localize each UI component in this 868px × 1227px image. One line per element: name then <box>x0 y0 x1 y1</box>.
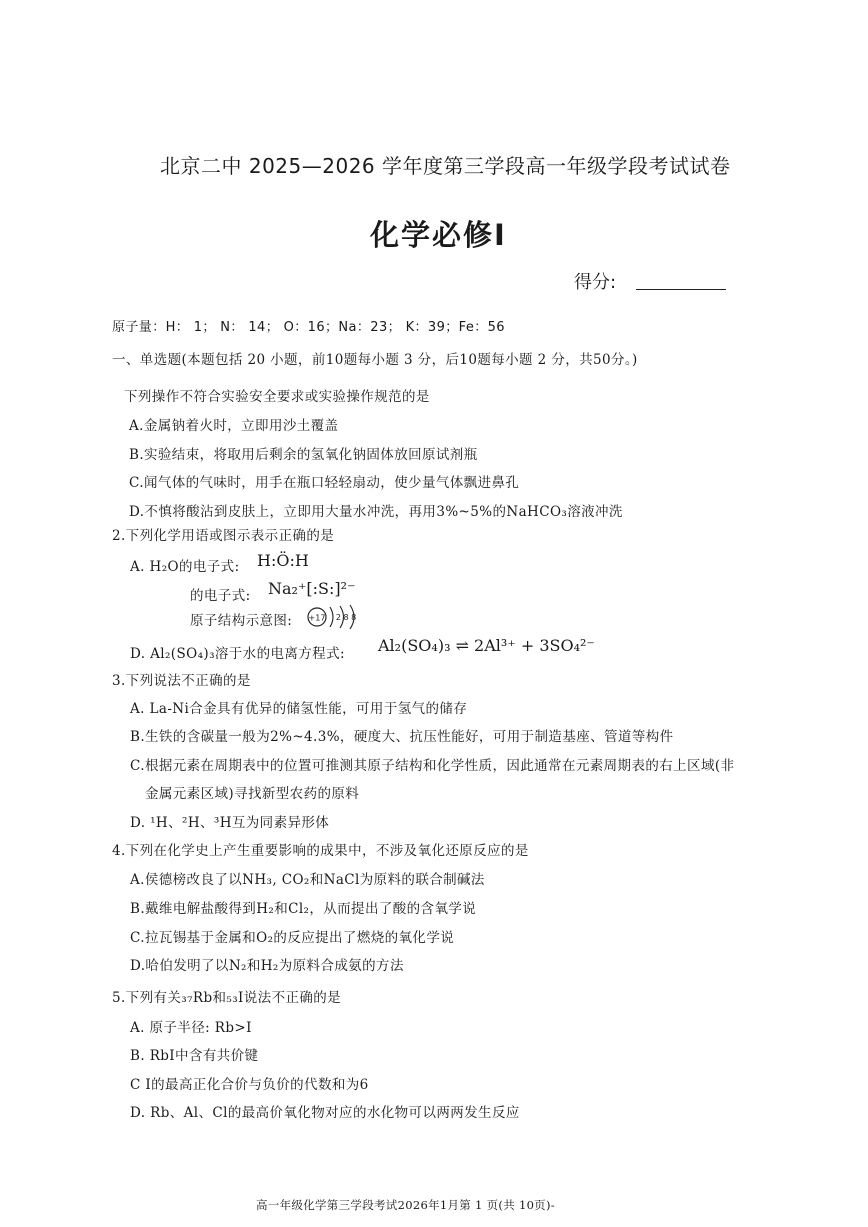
subject-title: 化学必修Ⅰ <box>370 218 507 252</box>
ionization-equation: Al₂(SO₄)₃ ⇌ 2Al³⁺ + 3SO₄²⁻ <box>378 636 595 655</box>
question-1-option-c: C.闻气体的气味时，用手在瓶口轻轻扇动，使少量气体飘进鼻孔 <box>129 475 520 491</box>
question-3-option-d: D. ¹H、²H、³H互为同素异形体 <box>130 815 330 831</box>
question-4-option-c: C.拉瓦锡基于金属和O₂的反应提出了燃烧的氧化学说 <box>130 930 455 946</box>
question-4-option-b: B.戴维电解盐酸得到H₂和Cl₂，从而提出了酸的含氧学说 <box>130 901 477 917</box>
question-5-option-a: A. 原子半径: Rb>I <box>130 1020 252 1036</box>
question-1-option-b: B.实验结束，将取用后剩余的氢氧化钠固体放回原试剂瓶 <box>129 447 478 463</box>
question-2-stem: 2.下列化学用语或图示表示正确的是 <box>112 528 335 544</box>
atomic-structure-diagram-icon <box>306 603 368 631</box>
question-3-stem: 3.下列说法不正确的是 <box>112 673 251 689</box>
water-electron-formula: H:Ö:H <box>257 551 309 570</box>
question-4-option-a: A.侯德榜改良了以NH₃, CO₂和NaCl为原料的联合制碱法 <box>130 872 485 888</box>
nucleus-charge: +17 <box>308 613 326 623</box>
question-4-stem: 4.下列在化学史上产生重要影响的成果中，不涉及氧化还原反应的是 <box>112 843 529 859</box>
question-2-option-c-label: 原子结构示意图: <box>190 613 293 629</box>
section-heading: 一、单选题(本题包括 20 小题，前10题每小题 3 分，后10题每小题 2 分，共50分。) <box>112 352 638 368</box>
page-footer: 高一年级化学第三学段考试2026年1月第 1 页(共 10页)- <box>256 1198 555 1212</box>
atomic-mass-line: 原子量：H： 1； N： 14； O：16；Na：23； K：39；Fe：56 <box>112 320 505 335</box>
question-3-option-a: A. La-Ni合金具有优异的储氢性能，可用于氢气的储存 <box>130 701 468 717</box>
question-5-option-c: C I的最高正化合价与负价的代数和为6 <box>130 1077 369 1093</box>
score-label: 得分: <box>574 272 617 293</box>
exam-header-title: 北京二中 2025—2026 学年度第三学段高一年级学段考试试卷 <box>160 154 731 178</box>
question-3-option-b: B.生铁的含碳量一般为2%~4.3%，硬度大、抗压性能好，可用于制造基座、管道等构件 <box>130 729 674 745</box>
question-5-option-b: B. RbI中含有共价键 <box>130 1048 259 1064</box>
question-5-option-d: D. Rb、Al、Cl的最高价氧化物对应的水化物可以两两发生反应 <box>130 1105 520 1121</box>
electron-counts: 2 8 8 <box>335 613 357 622</box>
question-2-option-b-label: 的电子式: <box>190 588 251 604</box>
question-2-option-d-label: D. Al₂(SO₄)₃溶于水的电离方程式: <box>130 646 345 662</box>
question-4-option-d: D.哈伯发明了以N₂和H₂为原料合成氨的方法 <box>130 958 404 974</box>
question-5-stem: 5.下列有关₃₇Rb和₅₃I说法不正确的是 <box>112 990 342 1006</box>
electron-shell-1 <box>330 607 333 627</box>
question-1-option-a: A.金属钠着火时，立即用沙土覆盖 <box>129 418 339 434</box>
question-2-option-a-label: A. H₂O的电子式: <box>130 559 240 575</box>
sodium-sulfide-electron-formula: Na₂⁺[:S:]²⁻ <box>268 579 356 598</box>
score-blank-line <box>636 289 726 290</box>
question-1-option-d: D.不慎将酸沾到皮肤上，立即用大量水冲洗，再用3%~5%的NaHCO₃溶液冲洗 <box>129 504 623 520</box>
question-3-option-c: C.根据元素在周期表中的位置可推测其原子结构和化学性质，因此通常在元素周期表的右上区域(非 <box>130 758 735 774</box>
question-1-stem: 下列操作不符合实验安全要求或实验操作规范的是 <box>124 389 430 405</box>
question-3-option-c-continued: 金属元素区域)寻找新型农药的原料 <box>145 786 360 802</box>
